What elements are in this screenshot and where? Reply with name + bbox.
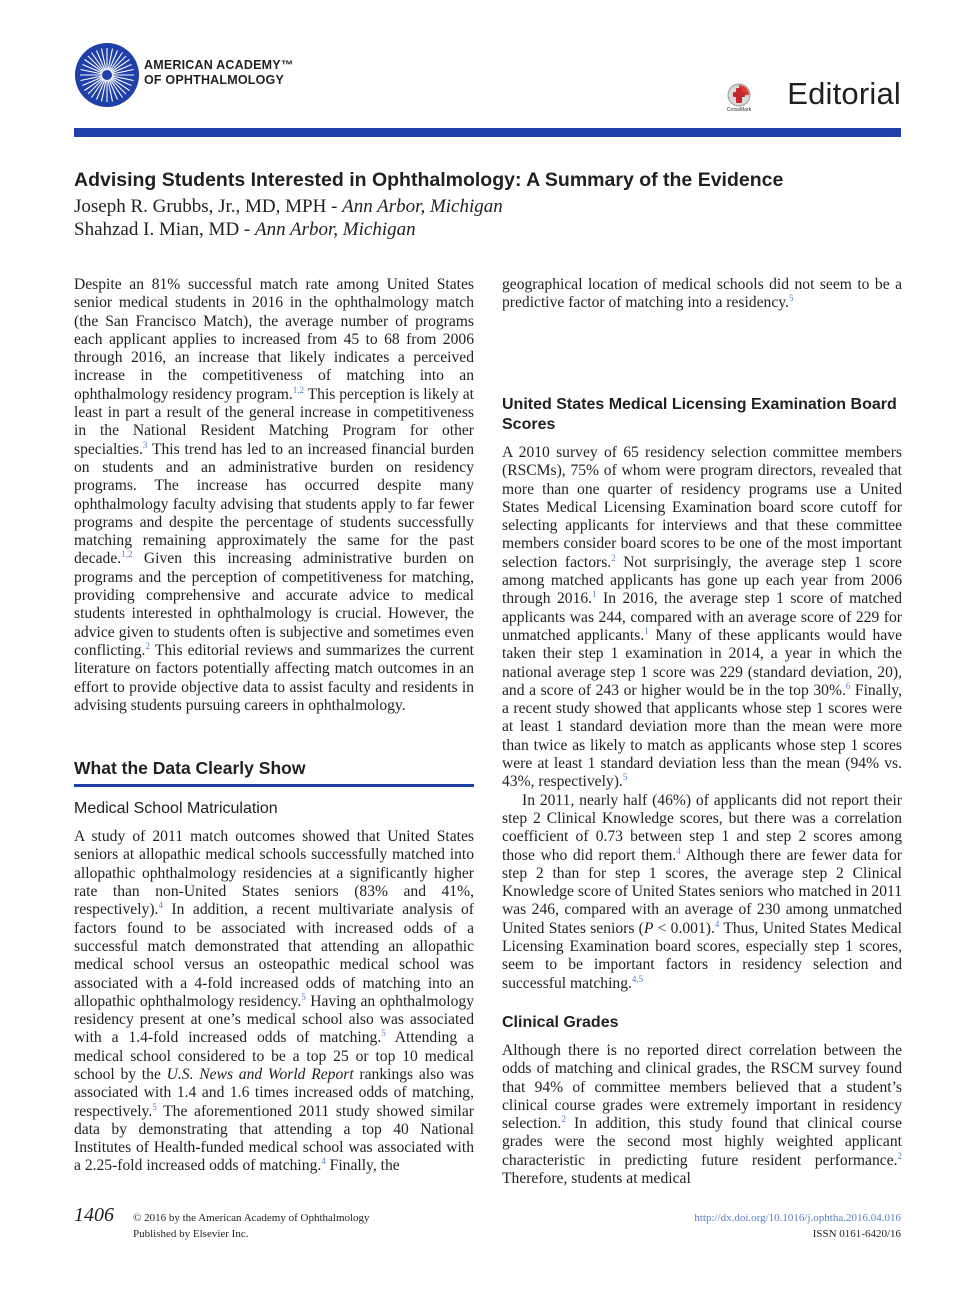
citation-ref[interactable]: 4 bbox=[158, 900, 163, 911]
text-run: geographical location of medical schools did not seem to be a predictive factor of matching into a residency. bbox=[502, 276, 902, 312]
footer-publisher: Published by Elsevier Inc. bbox=[133, 1228, 249, 1240]
doi-link[interactable]: http://dx.doi.org/10.1016/j.ophtha.2016.04.016 bbox=[694, 1212, 901, 1224]
footer-copyright-block bbox=[133, 1210, 370, 1242]
citation-ref[interactable]: 1,2 bbox=[121, 549, 133, 560]
text-run: A study of 2011 match outcomes showed that United States seniors at allopathic medical schools successfully matched into allopathic ophthalmology residencies at a significantly higher rate than non-United States seniors (83% and 41%, respectively). bbox=[74, 828, 474, 919]
citation-ref[interactable]: 1 bbox=[644, 625, 649, 636]
crossmark-label: CrossMark bbox=[726, 107, 752, 113]
heading-what-data-show: What the Data Clearly Show bbox=[74, 758, 306, 779]
author-2-name: Shahzad I. Mian, MD - bbox=[74, 219, 255, 240]
citation-ref[interactable]: 5 bbox=[152, 1101, 157, 1112]
text-run: The aforementioned 2011 study showed similar data by demonstrating that attending a top 40 National Institutes of Health-funded medical school was associated with a 2.25-fold increased odds of matching. bbox=[74, 1102, 474, 1175]
text-run: In 2011, nearly half (46%) of applicants did not report their step 2 Clinical Knowledge scores, but there was a correlation coefficient of 0.73 between step 1 and step 2 scores among those who did report them. bbox=[502, 791, 902, 864]
citation-ref[interactable]: 1,2 bbox=[292, 384, 304, 395]
logo-line-2: OF OPHTHALMOLOGY bbox=[144, 73, 284, 87]
section-label: Editorial bbox=[787, 76, 901, 111]
header-rule bbox=[74, 128, 901, 137]
text-run: Thus, United States Medical Licensing Examination board scores, especially step 1 scores, seem to be important factors in residency selection and successful matching. bbox=[502, 919, 902, 992]
right-column bbox=[502, 276, 902, 1188]
usmle-paragraph-2 bbox=[502, 792, 902, 993]
citation-ref[interactable]: 2 bbox=[561, 1113, 566, 1124]
text-run: Finally, the bbox=[325, 1157, 400, 1175]
text-run: Although there are fewer data for step 2 than for step 1 scores, the average step 2 Clinical Knowledge score of United States seniors who matched in 2011 was 246, compared with an average of 230 among unmatched United States seniors ( bbox=[502, 846, 902, 937]
text-run: Although there is no reported direct correlation between the odds of matching and clinical grades, the RSCM survey found that 94% of committee members believed that a student’s clinical course grades were extremely important in residency selection. bbox=[502, 1041, 902, 1133]
citation-ref[interactable]: 4 bbox=[321, 1156, 326, 1167]
citation-ref[interactable]: 5 bbox=[788, 293, 794, 304]
matriculation-paragraph-continued bbox=[502, 276, 902, 313]
text-run: Given this increasing administrative burden on programs and the perception of competitiveness for matching, providing comprehensive and accurate advice to medical students interested in ophthalmology is crucial. However, the advice given to students often is subjective and sometimes even conflicting. bbox=[74, 550, 474, 659]
aao-logo bbox=[74, 42, 364, 118]
author-2-location: Ann Arbor, Michigan bbox=[255, 219, 416, 240]
citation-ref[interactable]: 4 bbox=[714, 918, 720, 929]
aao-logo-text bbox=[144, 58, 293, 88]
heading-usmle-board-scores: United States Medical Licensing Examination Board Scores bbox=[502, 396, 897, 433]
aao-starburst-icon bbox=[74, 42, 140, 108]
citation-ref[interactable]: 2 bbox=[145, 640, 150, 651]
logo-line-1: AMERICAN ACADEMY™ bbox=[144, 58, 294, 72]
text-run: This trend has led to an increased financial burden on students and an administrative burden on residency programs. The increase has occurred despite many ophthalmology faculty advising that students apply to far fewer programs and despite the percentage of students successfully matching remaining approximately the same for the past decade. bbox=[74, 440, 474, 568]
usmle-paragraph-1 bbox=[502, 444, 902, 792]
text-run: Many of these applicants would have taken their step 1 examination in 2014, a year in which the national average step 1 score was 229 (standard deviation, 20), and a score of 243 or higher would be in the top 30%. bbox=[502, 626, 902, 699]
italic-run: P bbox=[643, 919, 654, 937]
citation-ref[interactable]: 1 bbox=[592, 589, 597, 600]
citation-ref[interactable]: 4 bbox=[676, 845, 681, 856]
text-run: Attending a medical school considered to be a top 25 or top 10 medical school by the bbox=[74, 1029, 474, 1083]
matriculation-paragraph bbox=[74, 828, 474, 1176]
citation-ref[interactable]: 4,5 bbox=[631, 973, 644, 984]
text-run: Having an ophthalmology residency present at one’s medical school also was associated with a 1.4-fold increased odds of matching. bbox=[74, 992, 474, 1047]
citation-ref[interactable]: 2 bbox=[611, 552, 616, 563]
citation-ref[interactable]: 5 bbox=[301, 991, 306, 1002]
text-run: Not surprisingly, the average step 1 score among matched applicants has gone up each year from 2006 through 2016. bbox=[502, 553, 902, 608]
author-2 bbox=[74, 219, 416, 241]
text-run: rankings also was associated with 1.4 and 1.6 times increased odds of matching, respectively. bbox=[74, 1065, 474, 1120]
text-run: A 2010 survey of 65 residency selection committee members (RSCMs), 75% of whom were program directors, revealed that more than one quarter of residency programs use a United States Medical Licensing Examination board score cutoff for selecting applicants for interviews and that these committee members consider board scores to be one of the most important selection factors. bbox=[502, 444, 902, 571]
heading-clinical-grades: Clinical Grades bbox=[502, 1013, 619, 1031]
citation-ref[interactable]: 6 bbox=[845, 680, 851, 691]
intro-paragraph bbox=[74, 276, 474, 715]
text-run: Finally, a recent study showed that applicants whose step 1 scores were at least 1 standard deviation more than the mean were more than twice as likely to match as applicants whose step 1 scores were at least 1 standard deviation less than the mean (94% vs. 43%, respectively). bbox=[502, 681, 902, 791]
text-run: Despite an 81% successful match rate among United States senior medical students in 2016 in the ophthalmology match (the San Francisco Match), the average number of programs each applicant applies to increased from 45 to 68 from 2006 through 2016, an increase that likely indicates a perceived increase in the competitiveness of matching into an ophthalmology residency program. bbox=[74, 276, 474, 403]
text-run: In addition, this study found that clinical course grades were the second most highly weighted applicant characteristic in predicting future resident performance. bbox=[502, 1115, 902, 1169]
citation-ref[interactable]: 5 bbox=[622, 772, 628, 783]
author-1-location: Ann Arbor, Michigan bbox=[342, 196, 503, 217]
heading-medical-school-matriculation: Medical School Matriculation bbox=[74, 800, 278, 818]
clinical-grades-paragraph bbox=[502, 1042, 902, 1188]
text-run: This perception is likely at least in part a result of the general increase in competitiveness in the National Resident Matching Program for other specialties. bbox=[74, 385, 474, 458]
citation-ref[interactable]: 5 bbox=[381, 1028, 386, 1039]
text-run: This editorial reviews and summarizes the current literature on factors potentially affecting match outcomes in an effort to provide objective data to assist faculty and residents in advising students pursuing careers in ophthalmology. bbox=[74, 641, 474, 714]
text-run: < 0.001). bbox=[653, 919, 715, 937]
left-column bbox=[74, 276, 474, 1176]
text-run: Therefore, students at medical bbox=[502, 1169, 691, 1187]
page-number: 1406 bbox=[74, 1204, 114, 1226]
citation-ref[interactable]: 2 bbox=[897, 1150, 902, 1161]
text-run: In 2016, the average step 1 score of matched applicants was 244, compared with an average score of 229 for unmatched applicants. bbox=[502, 590, 903, 644]
citation-ref[interactable]: 3 bbox=[142, 439, 148, 450]
footer-doi-block bbox=[694, 1210, 901, 1242]
author-1 bbox=[74, 196, 503, 218]
author-1-name: Joseph R. Grubbs, Jr., MD, MPH - bbox=[74, 196, 343, 217]
text-run: In addition, a recent multivariate analysis of factors found to be associated with increased odds of a successful match demonstrated that attending an allopathic medical school versus an osteopathic medical school was associated with a 4-fold increased odds of matching into an allopathic ophthalmology residency. bbox=[74, 901, 474, 1010]
article-title: Advising Students Interested in Ophthalmology: A Summary of the Evidence bbox=[74, 169, 784, 191]
italic-run: U.S. News and World Report bbox=[166, 1065, 354, 1083]
footer-copyright: © 2016 by the American Academy of Ophthalmology bbox=[133, 1212, 370, 1224]
footer-issn: ISSN 0161-6420/16 bbox=[812, 1228, 901, 1240]
